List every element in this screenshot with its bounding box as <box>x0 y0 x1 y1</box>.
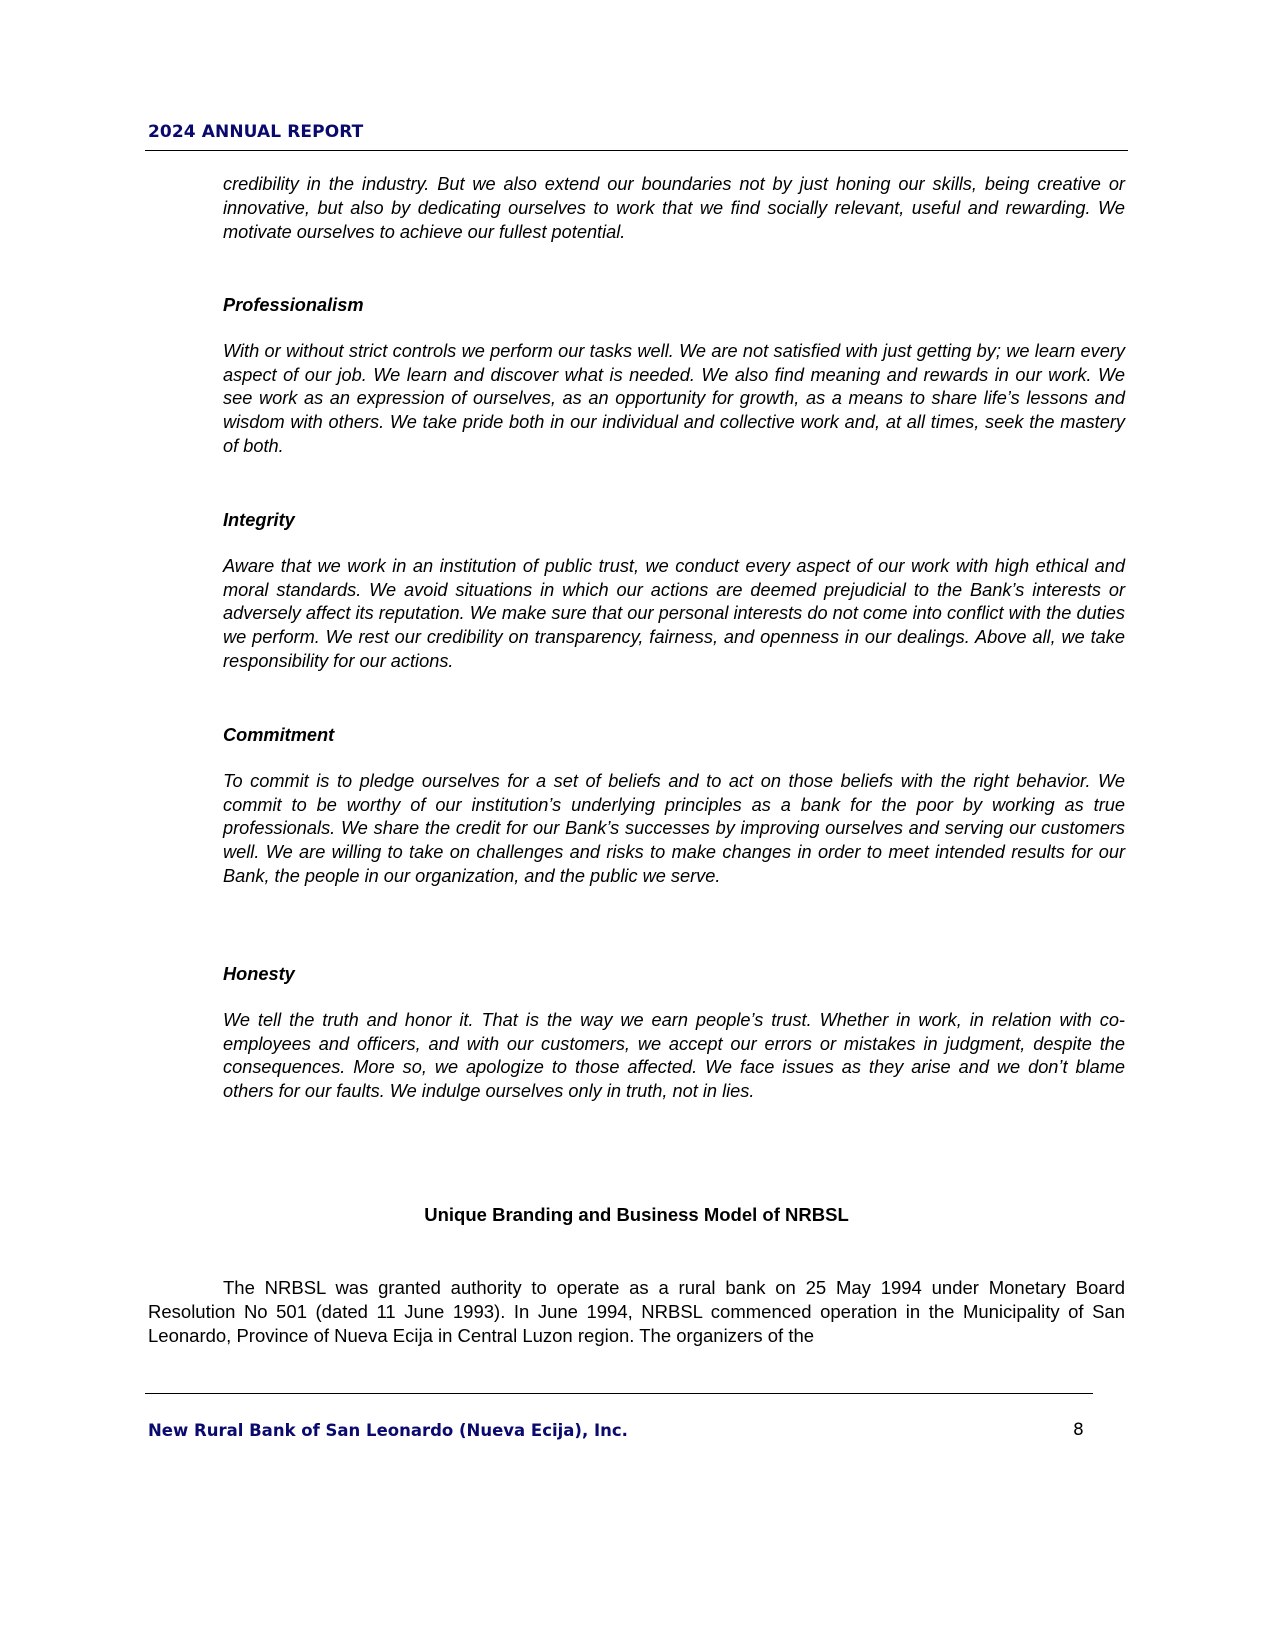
report-title: 2024 ANNUAL REPORT <box>148 122 364 142</box>
value-heading: Professionalism <box>223 295 364 315</box>
value-integrity <box>223 509 1125 674</box>
value-text: To commit is to pledge ourselves for a set of beliefs and to act on those beliefs with the right behavior. We commit to be worthy of our institution’s underlying principles as a bank for the poor by working as true professionals. We share the credit for our Bank’s successes by improving ourselves and serving our customers well. We are willing to take on challenges and risks to make changes in order to meet intended results for our Bank, the people in our organization, and the public we serve. <box>223 770 1125 886</box>
value-heading: Integrity <box>223 510 295 530</box>
value-heading: Honesty <box>223 964 295 984</box>
header-rule <box>145 150 1128 151</box>
value-text: We tell the truth and honor it. That is the way we earn people’s trust. Whether in work, in relation with co-employees and officers, and with our customers, we accept our errors or mistakes in judgment, despite the consequences. More so, we apologize to those affected. We face issues as they arise and we don’t blame others for our faults. We indulge ourselves only in truth, not in lies. <box>223 1009 1125 1102</box>
footer-bank-name: New Rural Bank of San Leonardo (Nueva Ecija), Inc. <box>148 1421 628 1440</box>
value-professionalism <box>223 294 1125 459</box>
branding-paragraph: The NRBSL was granted authority to operate as a rural bank on 25 May 1994 under Monetary Board Resolution No 501 (dated 11 June 1993). In June 1994, NRBSL commenced operation in the Municipality of San Leonardo, Province of Nueva Ecija in Central Luzon region. The organizers of the <box>148 1277 1125 1346</box>
footer-rule <box>145 1393 1093 1394</box>
section-heading-branding: Unique Branding and Business Model of NRBSL <box>424 1204 849 1225</box>
page-number: 8 <box>1073 1420 1084 1440</box>
value-text: Aware that we work in an institution of public trust, we conduct every aspect of our work with high ethical and moral standards. We avoid situations in which our actions are deemed prejudicial to the Bank’s interests or adversely affect its reputation. We make sure that our personal interests do not come into conflict with the duties we perform. We rest our credibility on transparency, fairness, and openness in our dealings. Above all, we take responsibility for our actions. <box>223 555 1125 671</box>
value-honesty <box>223 963 1125 1104</box>
intro-continuation-block <box>223 173 1125 244</box>
value-commitment <box>223 724 1125 889</box>
intro-continuation-text: credibility in the industry. But we also extend our boundaries not by just honing our skills, being creative or innovative, but also by dedicating ourselves to work that we find socially relevant, useful and rewarding. We motivate ourselves to achieve our fullest potential. <box>223 174 1125 242</box>
value-text: With or without strict controls we perform our tasks well. We are not satisfied with just getting by; we learn every aspect of our job. We learn and discover what is needed. We also find meaning and rewards in our work. We see work as an expression of ourselves, as an opportunity for growth, as a means to share life’s lessons and wisdom with others. We take pride both in our individual and collective work and, at all times, seek the mastery of both. <box>223 340 1125 456</box>
value-heading: Commitment <box>223 725 335 745</box>
